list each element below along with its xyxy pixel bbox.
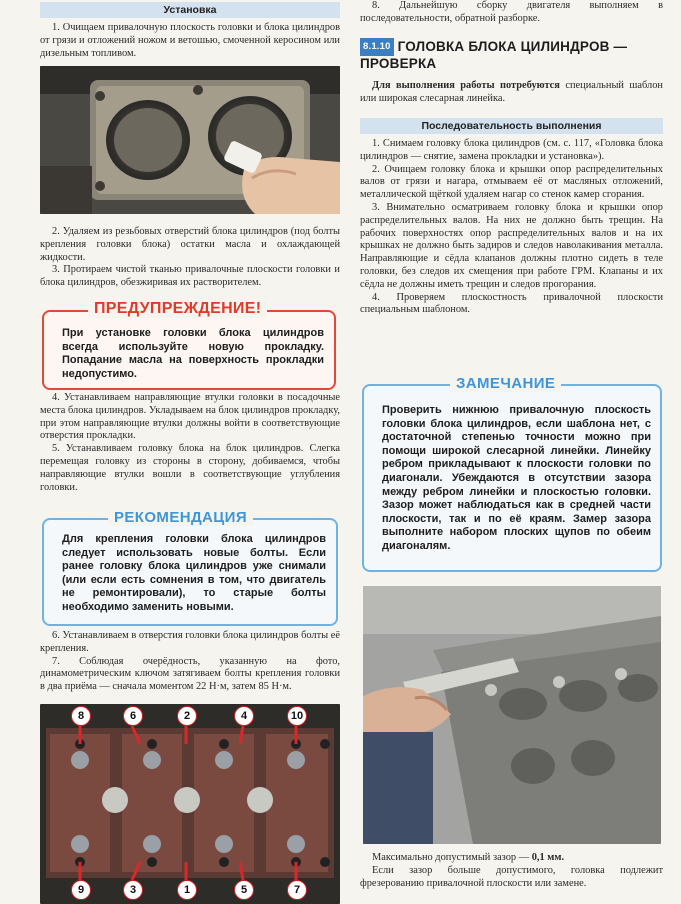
check-step-3: 3. Внимательно осматриваем головку блока и крышки опор распределительных валов. На них не должно быть трещин. На рабочих поверхностях опор распределительных валов и на их крышках не должно быть задиров и следов наволакивания металла. Направляющие и сёдла клапанов должны плотно сидеть в теле головки, без следов их смещения при работе ГРМ. Клапаны и их сёдла не должны иметь трещин и следов прогорания.: [360, 201, 663, 290]
check-step-2: 2. Очищаем головку блока и крышки опор распределительных валов от грязи и нагара, отмываем её от масляных отложений, металлической щёткой удаляем нагар со стенок камер сгорания.: [360, 163, 663, 201]
section-title: ГОЛОВКА БЛОКА ЦИЛИНДРОВ — ПРОВЕРКА: [360, 39, 628, 71]
bolt-number-1: 1: [177, 880, 197, 900]
sequence-heading: Последовательность выполнения: [421, 120, 602, 132]
gap-note: Если зазор больше допустимого, головка подлежит фрезерованию привалочной плоскости или замене.: [360, 864, 663, 889]
step-5: 5. Устанавливаем головку блока на блок цилиндров. Слегка перемещая головку из стороны в сторону, добиваемся, чтобы направляющие втулки вошли в соответствующие углубления головки.: [40, 443, 340, 493]
bolt-order-photo: [40, 704, 340, 904]
note-text: Проверить нижнюю привалочную плоскость головки блока цилиндров, если шаблона нет, с достаточной степенью точности можно при помощи широкой слесарной линейки. Линейку ребром прикладывают к плоскости головки по диагонали. Убеждаются в отсутствии зазора между ребром линейки и плоскостью головки. Зазор может наблюдаться как в средней части плоскости, так и по её краям. Замер зазора выполните набором плоских щупов по обеим диагоналям.: [382, 404, 651, 552]
cylinder-head-top-illustration: [40, 704, 340, 904]
recommendation-text: Для крепления головки блока цилиндров следует использовать новые болты. Если ранее головку блока цилиндров уже снимали (или если есть сомнения в том, что двигатель не ремонтировали), то старые болты необходимо заменить новыми.: [62, 533, 326, 613]
recommendation-title: РЕКОМЕНДАЦИЯ: [108, 509, 253, 526]
tools-text: специальный шаблон или широкая слесарная линейка.: [360, 80, 663, 104]
section-number-badge: 8.1.10: [360, 38, 394, 56]
bolt-number-8: 8: [71, 706, 91, 726]
max-gap-line: [360, 852, 663, 865]
bolt-number-6: 6: [123, 706, 143, 726]
recommendation-box: [42, 518, 338, 626]
bolt-number-7: 7: [287, 880, 307, 900]
step-4: 4. Устанавливаем направляющие втулки головки в посадочные места блока цилиндров. Укладываем на блок цилиндров прокладку, при этом направляющие втулки должны войти в соответствующие отверстия прокладки.: [40, 392, 340, 442]
block-cleaning-illustration: [40, 66, 340, 214]
installation-heading: Установка: [163, 4, 217, 16]
flatness-check-photo: [363, 586, 661, 844]
step-8: 8. Дальнейшую сборку двигателя выполняем в последовательности, обратной разборке.: [360, 0, 663, 24]
max-gap-label: Максимально допустимый зазор —: [372, 852, 532, 863]
step-6: 6. Устанавливаем в отверстия головки блока цилиндров болты её крепления.: [40, 630, 340, 654]
tools-label: Для выполнения работы потребуются: [372, 80, 560, 91]
straight-edge-check-illustration: [363, 586, 661, 844]
max-gap-value: 0,1 мм.: [531, 852, 565, 863]
step-7: 7. Соблюдая очерёдность, указанную на фото, динамометрическим ключом затягиваем болты крепления головки в два приёма — сначала моментом 22 Н·м, затем 85 Н·м.: [40, 655, 340, 693]
bolt-number-2: 2: [177, 706, 197, 726]
check-step-1: 1. Снимаем головку блока цилиндров (см. с. 117, «Головка блока цилиндров — снятие, замена прокладки и установка»).: [360, 138, 663, 162]
bolt-number-9: 9: [71, 880, 91, 900]
warning-title: ПРЕДУПРЕЖДЕНИЕ!: [88, 300, 267, 318]
warning-box: [42, 310, 336, 390]
bolt-number-4: 4: [234, 706, 254, 726]
installation-heading-bar: [40, 2, 340, 18]
step-3: 3. Протираем чистой тканью привалочные плоскости головки и блока цилиндров, обезжиривая их растворителем.: [40, 264, 340, 289]
note-title: ЗАМЕЧАНИЕ: [450, 375, 561, 392]
warning-text: При установке головки блока цилиндров всегда используйте новую прокладку. Попадание масла на поверхность прокладки недопустимо.: [62, 327, 324, 380]
block-cleaning-photo: [40, 66, 340, 214]
tools-required: [360, 80, 663, 106]
sequence-heading-bar: [360, 118, 663, 134]
check-step-4: 4. Проверяем плоскостность привалочной плоскости специальным шаблоном.: [360, 291, 663, 316]
bolt-number-5: 5: [234, 880, 254, 900]
bolt-number-10: 10: [287, 706, 307, 726]
step-2: 2. Удаляем из резьбовых отверстий блока цилиндров (под болты крепления головки блока) остатки масла и охлаждающей жидкости.: [40, 226, 340, 263]
note-box: [362, 384, 662, 572]
section-heading: [360, 38, 663, 72]
step-1: 1. Очищаем привалочную плоскость головки и блока цилиндров от грязи и отложений ножом и ветошью, смоченной керосином или дизельным топливом.: [40, 22, 340, 59]
bolt-number-3: 3: [123, 880, 143, 900]
